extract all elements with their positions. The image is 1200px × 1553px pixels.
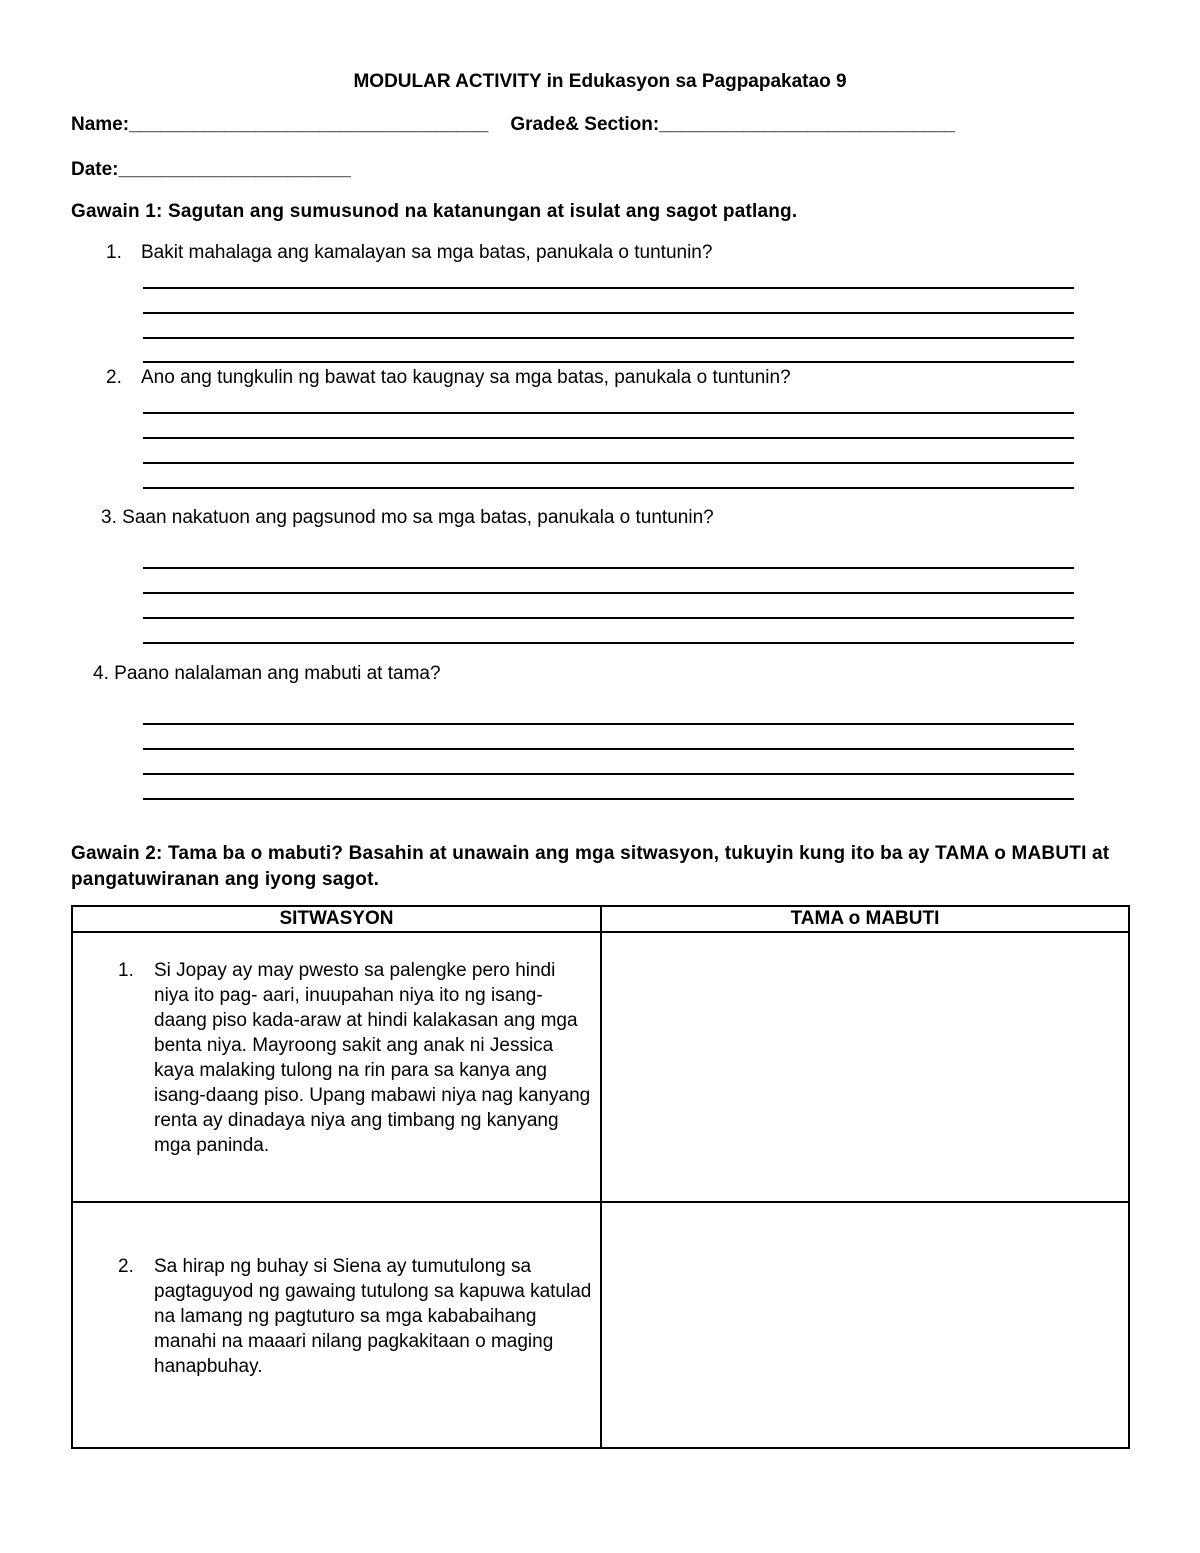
question-number: 3. — [101, 507, 117, 528]
situation-number: 2. — [118, 1256, 134, 1277]
answer-line[interactable] — [143, 412, 1074, 414]
question-number: 4. — [93, 663, 109, 684]
question-4 — [93, 663, 441, 685]
answer-line[interactable] — [143, 462, 1074, 464]
answer-line[interactable] — [143, 748, 1074, 750]
table-row — [72, 1202, 1129, 1448]
question-text: Paano nalalaman ang mabuti at tama? — [114, 663, 441, 684]
name-grade-row — [71, 114, 955, 136]
gawain2-heading: Gawain 2: Tama ba o mabuti? Basahin at unawain ang mga sitwasyon, tukuyin kung ito ba ay TAMA o MABUTI at pangatuwiranan ang iyong sagot. — [71, 843, 1110, 890]
question-1 — [106, 242, 713, 264]
question-text: Ano ang tungkulin ng bawat tao kaugnay sa mga batas, panukala o tuntunin? — [141, 367, 791, 388]
date-label: Date: — [71, 159, 119, 180]
situation-cell — [72, 932, 601, 1202]
table-row — [72, 932, 1129, 1202]
question-text: Saan nakatuon ang pagsunod mo sa mga batas, panukala o tuntunin? — [122, 507, 714, 528]
name-label: Name: — [71, 114, 130, 135]
header-sitwasyon: SITWASYON — [72, 906, 601, 932]
gawain1-heading: Gawain 1: Sagutan ang sumusunod na katanungan at isulat ang sagot patlang. — [71, 201, 798, 222]
answer-cell[interactable] — [601, 932, 1129, 1202]
question-2 — [106, 367, 791, 389]
grade-section-blank[interactable]: ____________________________ — [659, 114, 956, 135]
situation-text: Sa hirap ng buhay si Siena ay tumutulong sa pagtaguyod ng gawaing tutulong sa kapuwa katulad na lamang ng pagtuturo sa mga kababaihang manahi na maaari nilang pagkakitaan o maging hanapbuhay. — [154, 1256, 592, 1377]
question-number: 2. — [106, 367, 122, 388]
question-number: 1. — [106, 242, 122, 263]
question-3 — [101, 507, 714, 529]
answer-line[interactable] — [143, 617, 1074, 619]
answer-line[interactable] — [143, 723, 1074, 725]
situation-text: Si Jopay ay may pwesto sa palengke pero hindi niya ito pag- aari, inuupahan niya ito ng isang-daang piso kada-araw at hindi kalakasan ang mga benta niya. Mayroong sakit ang anak ni Jessica kaya malaking tulong na rin para sa kanya ang isang-daang piso. Upang mabawi niya nag kanyang renta ay dinadaya niya ang timbang ng kanyang mga paninda. — [154, 960, 591, 1156]
answer-line[interactable] — [143, 798, 1074, 800]
answer-line[interactable] — [143, 592, 1074, 594]
date-blank[interactable]: ______________________ — [118, 159, 351, 180]
name-blank[interactable]: __________________________________ — [129, 114, 489, 135]
answer-line[interactable] — [143, 437, 1074, 439]
situation-cell — [72, 1202, 601, 1448]
grade-section-label: Grade& Section: — [510, 114, 660, 135]
answer-line[interactable] — [143, 773, 1074, 775]
answer-line[interactable] — [143, 312, 1074, 314]
question-text: Bakit mahalaga ang kamalayan sa mga batas, panukala o tuntunin? — [141, 242, 713, 263]
answer-line[interactable] — [143, 487, 1074, 489]
answer-line[interactable] — [143, 567, 1074, 569]
answer-line[interactable] — [143, 337, 1074, 339]
date-row — [71, 159, 351, 181]
answer-line[interactable] — [143, 361, 1074, 363]
answer-line[interactable] — [143, 642, 1074, 644]
header-tama-o-mabuti: TAMA o MABUTI — [601, 906, 1129, 932]
table-header-row — [72, 906, 1129, 932]
page-title: MODULAR ACTIVITY in Edukasyon sa Pagpapakatao 9 — [353, 71, 847, 92]
answer-line[interactable] — [143, 287, 1074, 289]
answer-cell[interactable] — [601, 1202, 1129, 1448]
situation-table — [71, 905, 1130, 1449]
situation-number: 1. — [118, 960, 134, 981]
